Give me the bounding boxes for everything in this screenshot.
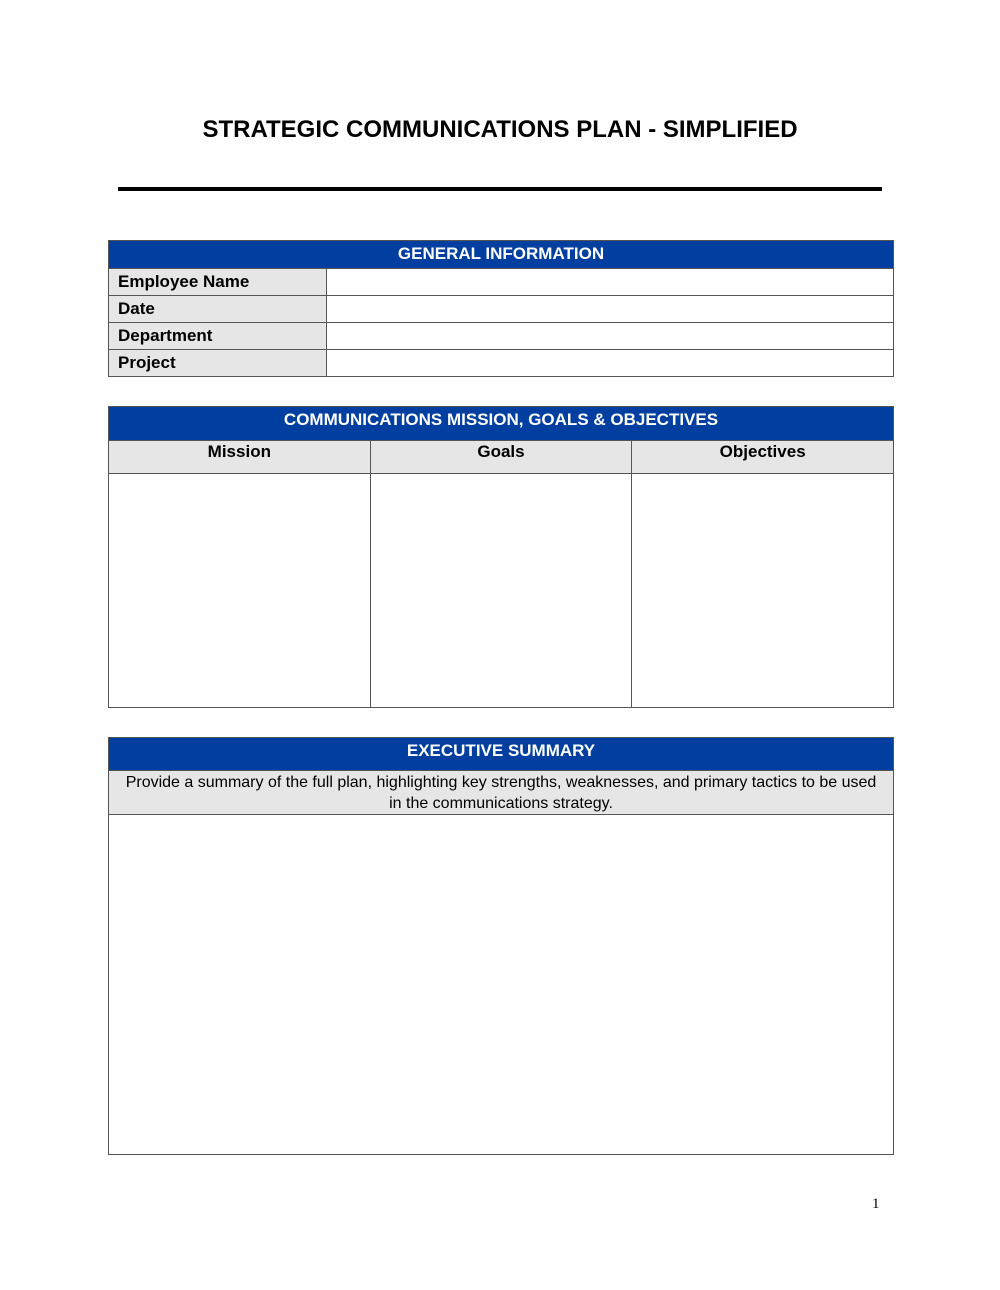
page-number: 1 [872, 1196, 880, 1212]
project-field[interactable] [327, 350, 894, 377]
date-field[interactable] [327, 296, 894, 323]
department-field[interactable] [327, 323, 894, 350]
executive-summary-field[interactable] [109, 815, 894, 1155]
executive-summary-instruction: Provide a summary of the full plan, highlighting key strengths, weaknesses, and primary tactics to be used in the communications strategy. [109, 771, 894, 815]
mission-goals-table [108, 406, 894, 708]
general-information-heading-text: GENERAL INFORMATION [397, 244, 605, 263]
date-label: Date [109, 296, 327, 323]
mission-column-label: Mission [207, 442, 271, 461]
objectives-field[interactable] [632, 474, 894, 708]
employee-name-label: Employee Name [109, 269, 327, 296]
goals-column-label: Goals [477, 442, 525, 461]
objectives-column-header [632, 441, 894, 474]
objectives-column-label: Objectives [719, 442, 806, 461]
goals-field[interactable] [370, 474, 632, 708]
executive-summary-heading [109, 738, 894, 771]
document-title: STRATEGIC COMMUNICATIONS PLAN - SIMPLIFIED [202, 116, 798, 143]
employee-name-field[interactable] [327, 269, 894, 296]
executive-summary-heading-text: EXECUTIVE SUMMARY [406, 741, 596, 760]
goals-column-header [370, 441, 632, 474]
mission-column-header [109, 441, 371, 474]
title-underline [118, 187, 882, 191]
executive-summary-section [108, 737, 894, 1155]
project-label: Project [109, 350, 327, 377]
executive-summary-table [108, 737, 894, 1155]
general-information-section [108, 240, 894, 377]
department-label: Department [109, 323, 327, 350]
general-information-table [108, 240, 894, 377]
general-information-heading [109, 241, 894, 269]
mission-goals-section [108, 406, 894, 708]
mission-field[interactable] [109, 474, 371, 708]
mission-goals-heading-text: COMMUNICATIONS MISSION, GOALS & OBJECTIVES [283, 410, 719, 429]
mission-goals-heading [109, 407, 894, 441]
